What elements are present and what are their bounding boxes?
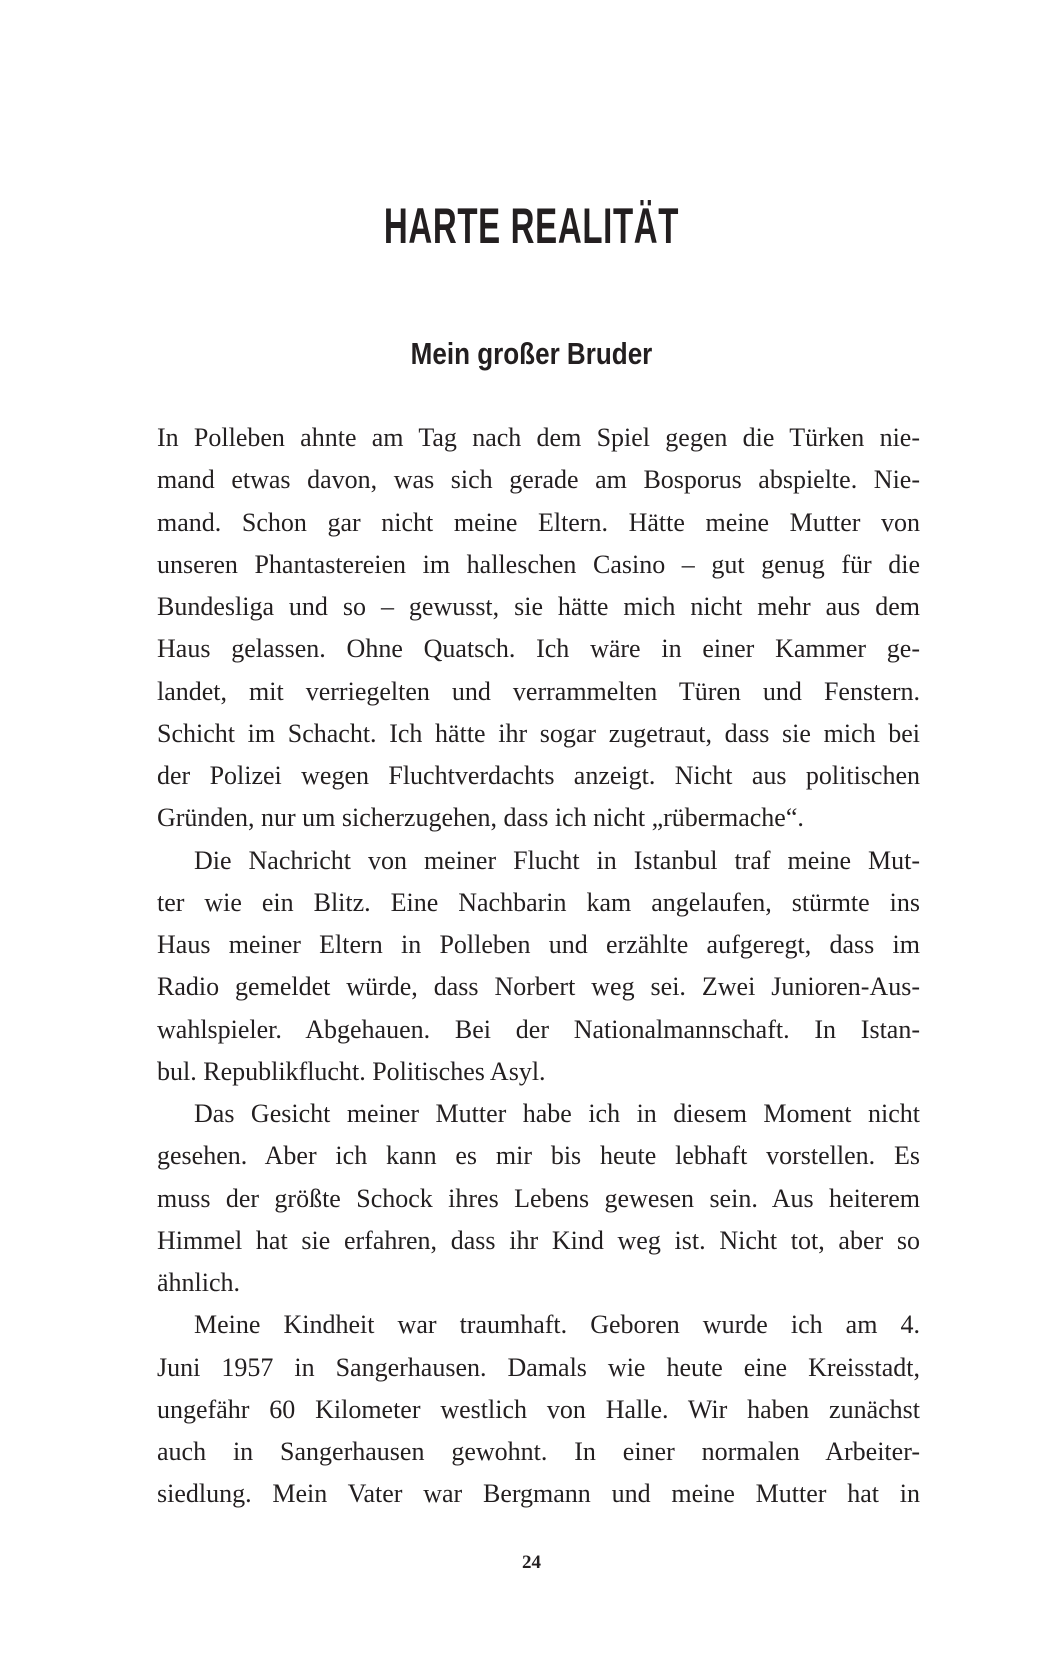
text-line: Radio gemeldet würde, dass Norbert weg sei. Zwei Junioren-Aus- <box>157 972 920 1002</box>
text-line: Gründen, nur um sicherzugehen, dass ich nicht „rübermache“. <box>157 803 804 833</box>
body-text <box>157 417 920 1516</box>
text-line: ter wie ein Blitz. Eine Nachbarin kam angelaufen, stürmte ins <box>157 887 920 917</box>
text-line: Meine Kindheit war traumhaft. Geboren wurde ich am 4. <box>194 1310 920 1340</box>
text-line: Haus meiner Eltern in Polleben und erzählte aufgeregt, dass im <box>157 930 920 959</box>
text-line: wahlspieler. Abgehauen. Bei der Nationalmannschaft. In Istan- <box>157 1014 920 1044</box>
text-line: auch in Sangerhausen gewohnt. In einer normalen Arbeiter- <box>157 1437 920 1466</box>
text-line: Die Nachricht von meiner Flucht in Istanbul traf meine Mut- <box>194 845 920 875</box>
text-line: Haus gelassen. Ohne Quatsch. Ich wäre in einer Kammer ge- <box>157 634 920 664</box>
text-line: mand. Schon gar nicht meine Eltern. Hätte meine Mutter von <box>157 507 920 537</box>
paragraph <box>157 840 920 1094</box>
text-line: Bundesliga und so – gewusst, sie hätte mich nicht mehr aus dem <box>157 592 920 621</box>
page-number: 24 <box>522 1552 541 1573</box>
text-line: ungefähr 60 Kilometer westlich von Halle. Wir haben zunächst <box>157 1394 920 1424</box>
paragraph <box>157 1304 920 1515</box>
text-line: ähnlich. <box>157 1268 241 1297</box>
text-line: Himmel hat sie erfahren, dass ihr Kind weg ist. Nicht tot, aber so <box>157 1225 920 1255</box>
text-line: Schicht im Schacht. Ich hätte ihr sogar zugetraut, dass sie mich bei <box>157 718 920 748</box>
text-line: siedlung. Mein Vater war Bergmann und meine Mutter hat in <box>157 1479 920 1509</box>
text-line: landet, mit verriegelten und verrammelten Türen und Fenstern. <box>157 676 920 706</box>
text-line: der Polizei wegen Fluchtverdachts anzeigt. Nicht aus politischen <box>157 761 920 790</box>
text-line: unseren Phantastereien im halleschen Casino – gut genug für die <box>157 549 920 579</box>
text-line: bul. Republikflucht. Politisches Asyl. <box>157 1056 546 1086</box>
text-line: In Polleben ahnte am Tag nach dem Spiel gegen die Türken nie- <box>157 423 920 452</box>
text-line: mand etwas davon, was sich gerade am Bosporus abspielte. Nie- <box>157 465 920 495</box>
text-line: Das Gesicht meiner Mutter habe ich in diesem Moment nicht <box>194 1099 920 1128</box>
paragraph <box>157 417 920 840</box>
text-line: gesehen. Aber ich kann es mir bis heute lebhaft vorstellen. Es <box>157 1141 920 1171</box>
text-line: Juni 1957 in Sangerhausen. Damals wie heute eine Kreisstadt, <box>157 1352 920 1382</box>
chapter-title: HARTE REALITÄT <box>383 198 680 254</box>
paragraph <box>157 1093 920 1304</box>
text-line: muss der größte Schock ihres Lebens gewesen sein. Aus heiterem <box>157 1183 920 1213</box>
section-title: Mein großer Bruder <box>410 336 653 371</box>
